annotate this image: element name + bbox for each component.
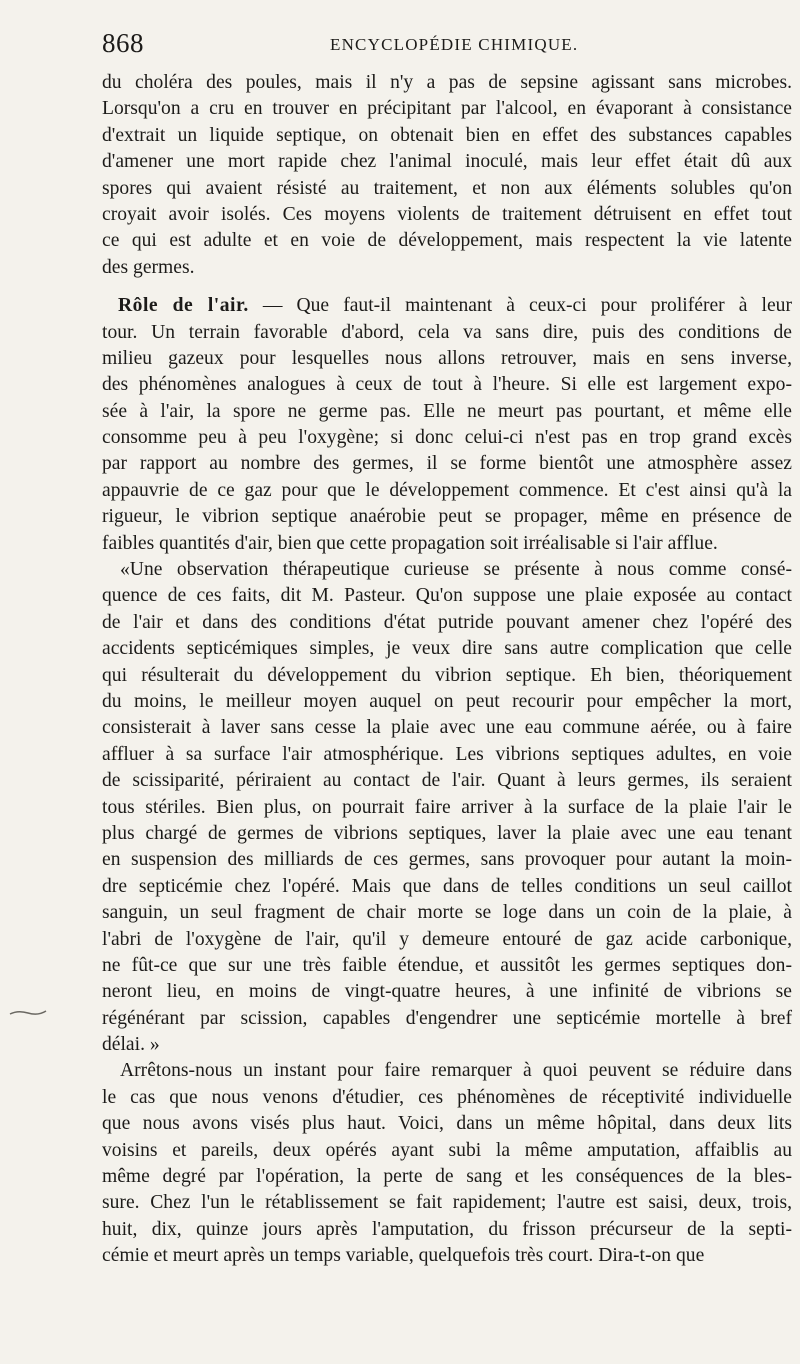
section-title: Rôle de l'air. (118, 295, 249, 317)
text-line: par rapport au nombre des germes, il se forme bientôt une atmosphère assez (102, 453, 792, 475)
page-header (102, 26, 792, 66)
text-line: spores qui avaient résisté au traitement, et non aux éléments solubles qu'on (102, 177, 792, 199)
text-line: Arrêtons-nous un instant pour faire remarquer à quoi peuvent se réduire dans (120, 1060, 792, 1082)
text-line: du choléra des poules, mais il n'y a pas de sepsine agissant sans microbes. (102, 72, 792, 93)
text-line: le cas que nous venons d'étudier, ces phénomènes de réceptivité individuelle (102, 1086, 792, 1108)
text-line: en suspension des milliards de ces germes, sans provoquer pour autant la moin- (102, 849, 792, 871)
text-line: ne fût-ce que sur une très faible étendue, et aussitôt les germes septiques don- (102, 954, 792, 976)
text-line: rigueur, le vibrion septique anaérobie peut se propager, même en présence de (102, 506, 792, 528)
text-line: consomme peu à peu l'oxygène; si donc celui-ci n'est pas en trop grand excès (102, 427, 792, 449)
text-line: sée à l'air, la spore ne germe pas. Elle ne meurt pas pourtant, et même elle (102, 400, 792, 422)
text-line: faibles quantités d'air, bien que cette propagation soit irréalisable si l'air afflue. (102, 532, 718, 554)
text-line: milieu gazeux pour lesquelles nous allons retrouver, mais en sens inverse, (102, 347, 792, 369)
text-line: sanguin, un seul fragment de chair morte se loge dans un coin de la plaie, à (102, 902, 792, 924)
text-line: de l'air et dans des conditions d'état putride pouvant amener chez l'opéré des (102, 611, 792, 633)
text-line: affluer à sa surface l'air atmosphérique. Les vibrions septiques adultes, en voie (102, 743, 792, 765)
text-line: des phénomènes analogues à ceux de tout à l'heure. Si elle est largement expo- (102, 374, 792, 396)
text-line: accidents septicémiques simples, je veux dire sans autre complication que celle (102, 638, 792, 660)
paragraph-pasteur-quote (102, 557, 792, 1058)
text-line: d'amener une mort rapide chez l'animal inoculé, mais leur effet était dû aux (102, 151, 792, 173)
text-line: l'abri de l'oxygène de l'air, qu'il y demeure entouré de gaz acide carbonique, (102, 928, 792, 950)
text-line: d'extrait un liquide septique, on obtenait bien en effet des substances capables (102, 124, 792, 146)
text-line: quence de ces faits, dit M. Pasteur. Qu'on suppose une plaie exposée au contact (102, 585, 792, 607)
text-line-rest: — Que faut-il maintenant à ceux-ci pour proliférer à leur (248, 295, 793, 317)
text-line: appauvrie de ce gaz pour que le développement commence. Et c'est ainsi qu'à la (102, 479, 792, 501)
text-line: de scissiparité, périraient au contact de l'air. Quant à leurs germes, ils seraient (102, 770, 792, 792)
text-line: des germes. (102, 256, 195, 278)
page-number: 868 (102, 28, 144, 58)
text-line: tour. Un terrain favorable d'abord, cela va sans dire, puis des conditions de (102, 321, 792, 343)
text-line: consisterait à laver sans cesse la plaie avec une eau commune aérée, ou à faire (102, 717, 792, 739)
text-line (102, 293, 792, 319)
running-head: ENCYCLOPÉDIE CHIMIQUE. (330, 35, 579, 54)
paragraph-role-air (102, 293, 792, 557)
text-line: neront lieu, en moins de vingt-quatre heures, à une infinité de vibrions se (102, 981, 792, 1003)
text-line: cémie et meurt après un temps variable, quelquefois très court. Dira-t-on que (102, 1245, 705, 1267)
text-line: Lorsqu'on a cru en trouver en précipitant par l'alcool, en évaporant à consistance (102, 98, 792, 120)
text-line: du moins, le meilleur moyen auquel on peut recourir pour empêcher la mort, (102, 690, 792, 712)
text-line: même degré par l'opération, la perte de sang et les conséquences de la bles- (102, 1166, 792, 1188)
text-line: qui résulterait du développement du vibrion septique. Eh bien, théoriquement (102, 664, 792, 686)
text-line: plus chargé de germes de vibrions septiques, laver la plaie avec une eau tenant (102, 822, 792, 844)
text-line: ce qui est adulte et en voie de développement, mais respectent la vie latente (102, 230, 792, 252)
text-line: «Une observation thérapeutique curieuse se présente à nous comme consé- (120, 559, 792, 581)
text-line: délai. » (102, 1034, 160, 1056)
text-line: huit, dix, quinze jours après l'amputation, du frisson précurseur de la septi- (102, 1218, 792, 1240)
text-line: sure. Chez l'un le rétablissement se fait rapidement; l'autre est saisi, deux, trois, (102, 1192, 792, 1214)
paragraph-sepsine (102, 70, 792, 281)
paragraph-receptivite (102, 1058, 792, 1269)
text-line: voisins et pareils, deux opérés ayant subi la même amputation, affaiblis au (102, 1139, 792, 1161)
body-text (102, 70, 792, 1270)
text-line: que nous avons visés plus haut. Voici, dans un même hôpital, dans deux lits (102, 1113, 792, 1135)
margin-ink-mark (8, 1008, 48, 1018)
text-line: régénérant par scission, capables d'engendrer une septicémie mortelle à bref (102, 1007, 792, 1029)
text-line: tous stériles. Bien plus, on pourrait faire arriver à la surface de la plaie l'air le (102, 796, 792, 818)
text-line: dre septicémie chez l'opéré. Mais que dans de telles conditions un seul caillot (102, 875, 792, 897)
text-line: croyait avoir isolés. Ces moyens violents de traitement détruisent en effet tout (102, 203, 792, 225)
